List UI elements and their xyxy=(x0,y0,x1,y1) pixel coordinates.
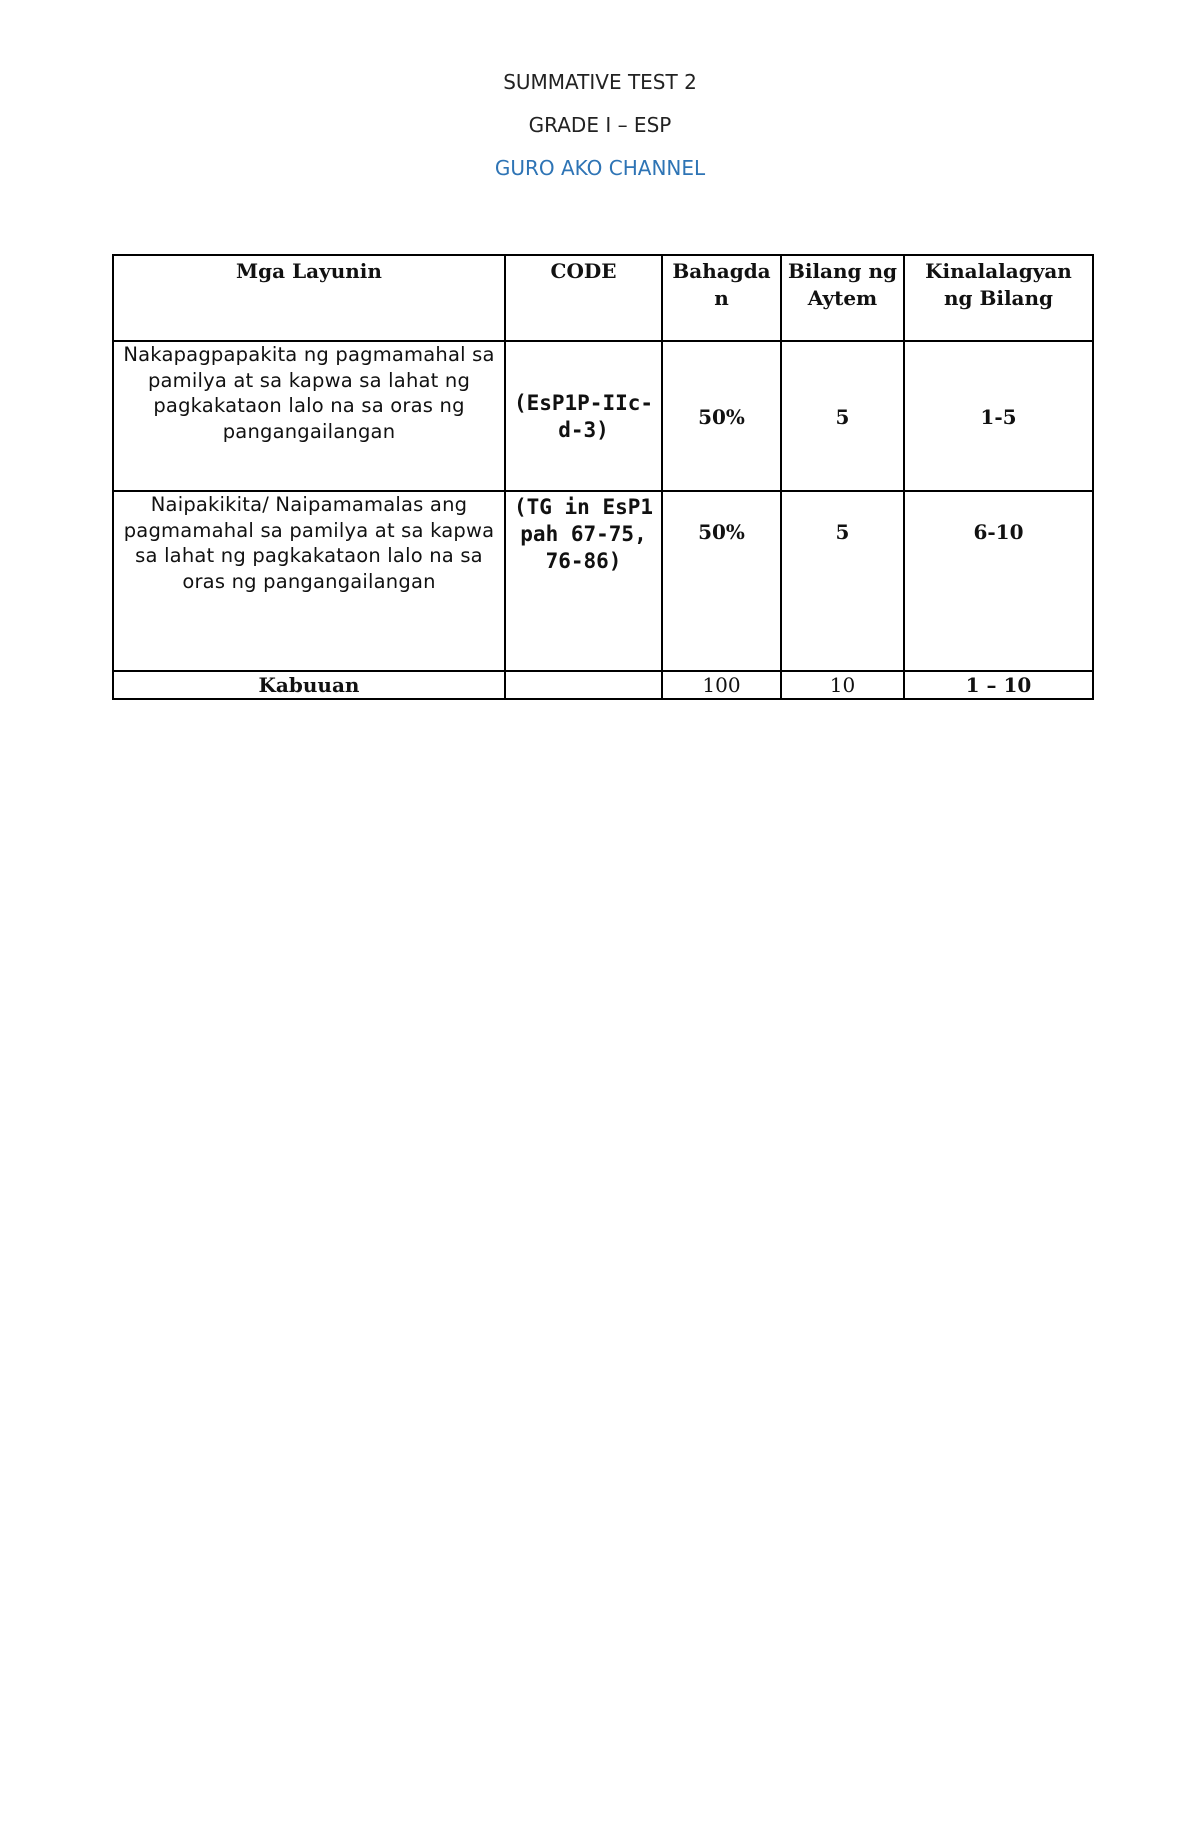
header-placement: Kinalalagyan ng Bilang xyxy=(904,255,1093,341)
total-placement: 1 – 10 xyxy=(904,671,1093,699)
percentage-cell: 50% xyxy=(662,341,781,491)
document-subtitle: GRADE I – ESP xyxy=(528,113,672,137)
channel-name: GURO AKO CHANNEL xyxy=(494,156,706,180)
header-code: CODE xyxy=(505,255,662,341)
table-row xyxy=(113,491,1093,671)
header-percentage: Bahagdan xyxy=(662,255,781,341)
items-cell: 5 xyxy=(781,491,904,671)
placement-cell: 1-5 xyxy=(904,341,1093,491)
table-of-specifications xyxy=(112,254,1094,700)
header-items: Bilang ng Aytem xyxy=(781,255,904,341)
code-cell: (EsP1P-IIc-d-3) xyxy=(505,341,662,491)
table-row xyxy=(113,341,1093,491)
table-header-row xyxy=(113,255,1093,341)
document-title: SUMMATIVE TEST 2 xyxy=(503,70,697,94)
total-row xyxy=(113,671,1093,699)
items-cell: 5 xyxy=(781,341,904,491)
total-code xyxy=(505,671,662,699)
objective-cell: Naipakikita/ Naipamamalas ang pagmamahal sa pamilya at sa kapwa sa lahat ng pagkakataon lalo na sa oras ng pangangailangan xyxy=(113,491,505,671)
total-percentage: 100 xyxy=(662,671,781,699)
total-items: 10 xyxy=(781,671,904,699)
placement-cell: 6-10 xyxy=(904,491,1093,671)
objective-cell: Nakapagpapakita ng pagmamahal sa pamilya at sa kapwa sa lahat ng pagkakataon lalo na sa oras ng pangangailangan xyxy=(113,341,505,491)
total-label: Kabuuan xyxy=(113,671,505,699)
code-cell: (TG in EsP1 pah 67-75, 76-86) xyxy=(505,491,662,671)
header-objectives: Mga Layunin xyxy=(113,255,505,341)
percentage-cell: 50% xyxy=(662,491,781,671)
